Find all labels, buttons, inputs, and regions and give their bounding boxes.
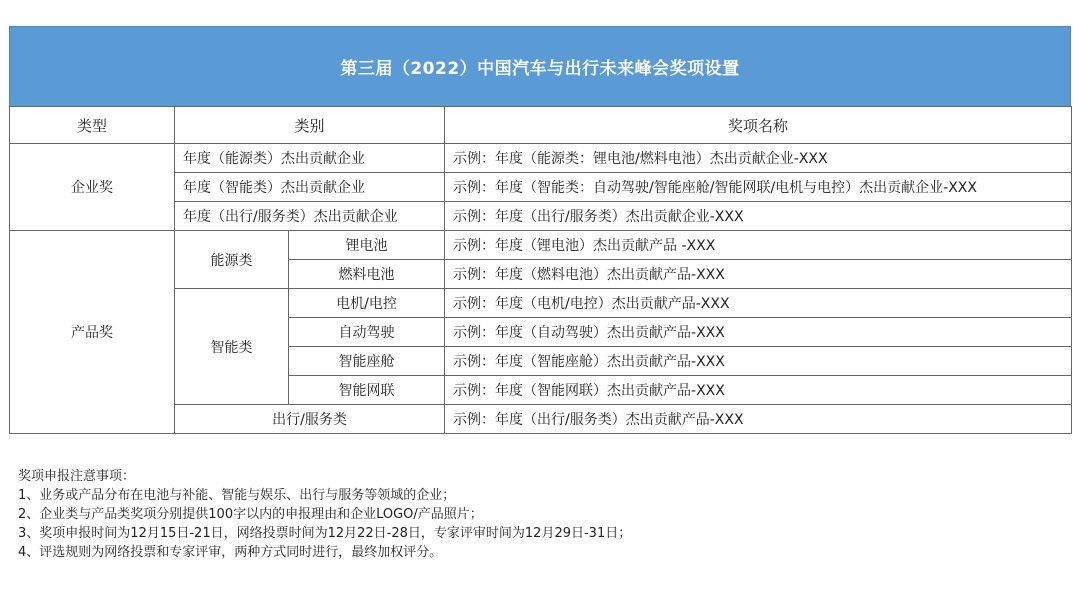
group-smart: 智能类 bbox=[175, 289, 289, 405]
award-example: 示例：年度（自动驾驶）杰出贡献产品-XXX bbox=[445, 318, 1072, 347]
type-enterprise: 企业奖 bbox=[10, 144, 175, 231]
header-type: 类型 bbox=[10, 107, 175, 144]
note-item: 4、评选规则为网络投票和专家评审，两种方式同时进行，最终加权评分。 bbox=[18, 545, 443, 560]
subcategory-cell: 燃料电池 bbox=[289, 260, 445, 289]
awards-table bbox=[9, 106, 1072, 434]
note-item: 3、奖项申报时间为12月15日-21日，网络投票时间为12月22日-28日，专家评审时间为12月29日-31日； bbox=[18, 526, 632, 541]
note-item: 2、企业类与产品类奖项分别提供100字以内的申报理由和企业LOGO/产品照片； bbox=[18, 507, 483, 522]
award-example: 示例：年度（锂电池）杰出贡献产品 -XXX bbox=[445, 231, 1072, 260]
award-example: 示例：年度（出行/服务类）杰出贡献产品-XXX bbox=[445, 405, 1072, 434]
category-cell: 年度（出行/服务类）杰出贡献企业 bbox=[175, 202, 445, 231]
award-example: 示例：年度（燃料电池）杰出贡献产品-XXX bbox=[445, 260, 1072, 289]
header-category: 类别 bbox=[175, 107, 445, 144]
award-example: 示例：年度（出行/服务类）杰出贡献企业-XXX bbox=[445, 202, 1072, 231]
awards-document bbox=[9, 26, 1071, 434]
group-energy: 能源类 bbox=[175, 231, 289, 289]
page-title: 第三届（2022）中国汽车与出行未来峰会奖项设置 bbox=[9, 26, 1071, 106]
subcategory-cell: 自动驾驶 bbox=[289, 318, 445, 347]
subcategory-cell: 电机/电控 bbox=[289, 289, 445, 318]
table-row bbox=[10, 231, 1072, 260]
notes-section bbox=[18, 467, 631, 562]
award-example: 示例：年度（智能座舱）杰出贡献产品-XXX bbox=[445, 347, 1072, 376]
note-item: 1、业务或产品分布在电池与补能、智能与娱乐、出行与服务等领域的企业； bbox=[18, 488, 456, 503]
award-example: 示例：年度（智能网联）杰出贡献产品-XXX bbox=[445, 376, 1072, 405]
award-example: 示例：年度（电机/电控）杰出贡献产品-XXX bbox=[445, 289, 1072, 318]
table-header-row bbox=[10, 107, 1072, 144]
header-award-name: 奖项名称 bbox=[445, 107, 1072, 144]
type-product: 产品奖 bbox=[10, 231, 175, 434]
category-cell: 出行/服务类 bbox=[175, 405, 445, 434]
award-example: 示例：年度（能源类：锂电池/燃料电池）杰出贡献企业-XXX bbox=[445, 144, 1072, 173]
category-cell: 年度（智能类）杰出贡献企业 bbox=[175, 173, 445, 202]
notes-heading: 奖项申报注意事项： bbox=[18, 469, 136, 484]
subcategory-cell: 智能网联 bbox=[289, 376, 445, 405]
award-example: 示例：年度（智能类：自动驾驶/智能座舱/智能网联/电机与电控）杰出贡献企业-XXX bbox=[445, 173, 1072, 202]
category-cell: 年度（能源类）杰出贡献企业 bbox=[175, 144, 445, 173]
table-row bbox=[10, 144, 1072, 173]
subcategory-cell: 锂电池 bbox=[289, 231, 445, 260]
subcategory-cell: 智能座舱 bbox=[289, 347, 445, 376]
